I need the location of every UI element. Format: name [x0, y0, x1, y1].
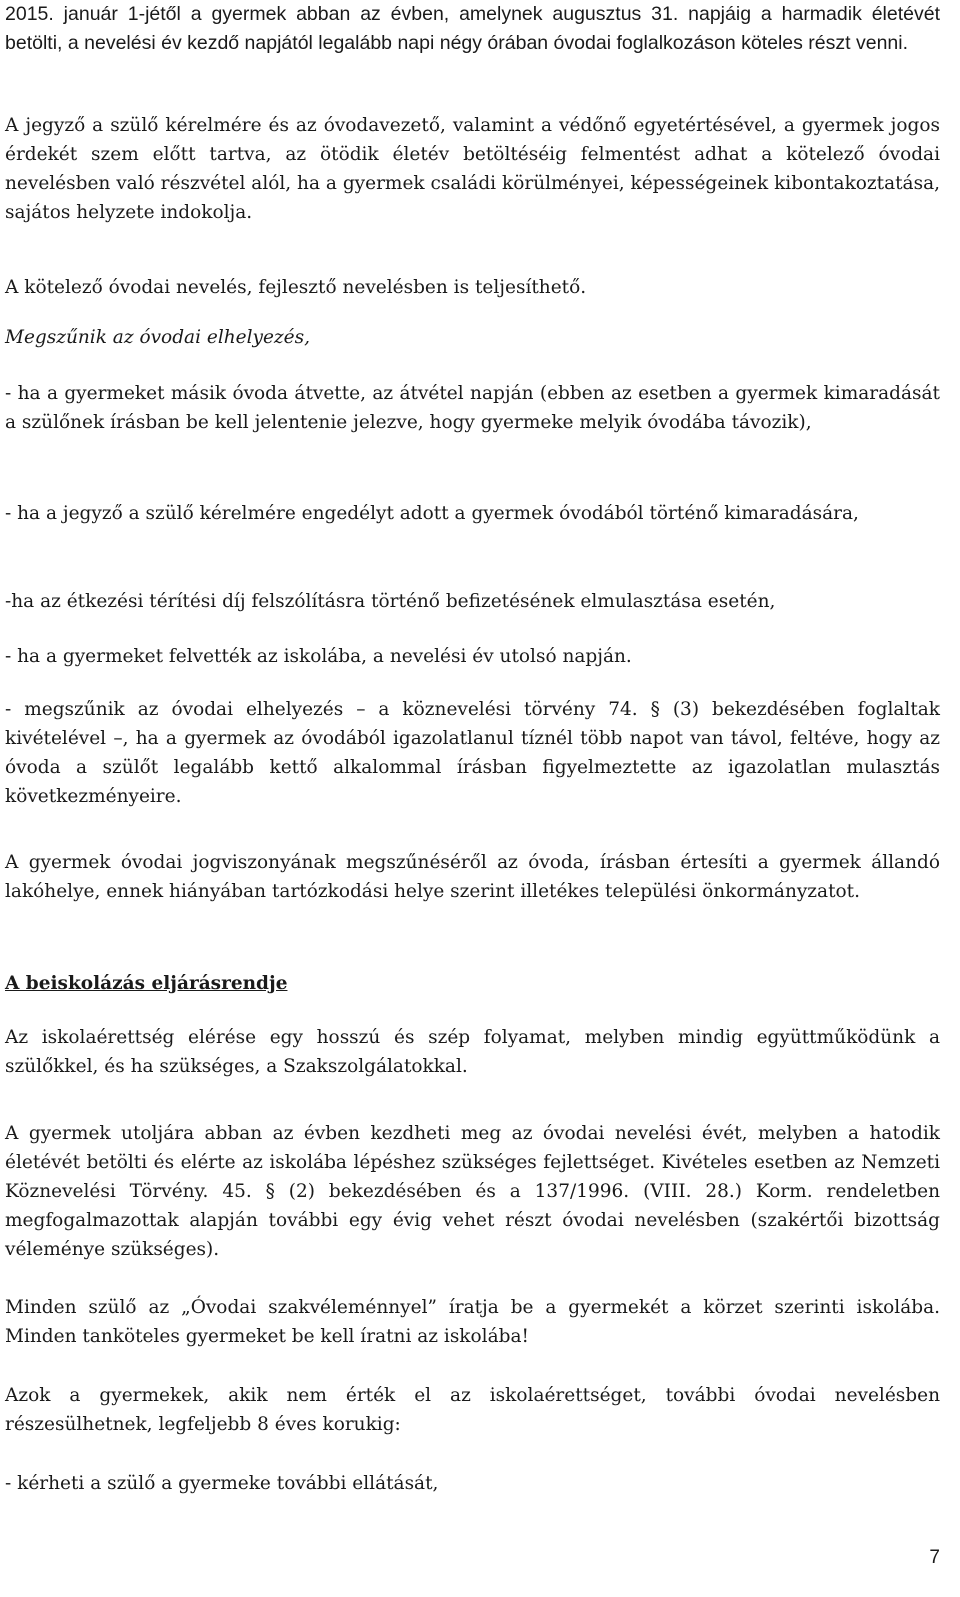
paragraph-school-readiness: Az iskolaérettség elérése egy hosszú és szép folyamat, melyben mindig együttműködünk a szülőkkel, és ha szükséges, a Szakszolgálatokkal.: [5, 1027, 940, 1077]
list-item-transfer: - ha a gyermeket másik óvoda átvette, az átvétel napján (ebben az esetben a gyermek kimaradását a szülőnek írásban be kell jelentenie jelezve, hogy gyermeke melyik óvodába távozik),: [5, 383, 940, 433]
section-heading: A beiskolázás eljárásrendje: [5, 973, 288, 994]
page-number: 7: [929, 1547, 940, 1568]
paragraph-development: A kötelező óvodai nevelés, fejlesztő nevelésben is teljesíthető.: [5, 277, 587, 298]
list-item-school-admission: - ha a gyermeket felvették az iskolába, a nevelési év utolsó napján.: [5, 646, 632, 667]
paragraph-exemption: A jegyző a szülő kérelmére és az óvodavezető, valamint a védőnő egyetértésével, a gyermek jogos érdekét szem előtt tartva, az ötödik életév betöltéséig felmentést adhat a kötelező óvodai nevelésben való részvétel alól, ha a gyermek családi körülményei, képességeinek kibontakoztatása, sajátos helyzete indokolja.: [5, 115, 940, 223]
list-item-clerk-permit: - ha a jegyző a szülő kérelmére engedélyt adott a gyermek óvodából történő kimaradására,: [5, 503, 859, 524]
paragraph-kindergarten-obligation: 2015. január 1-jétől a gyermek abban az évben, amelynek augusztus 31. napjáig a harmadik életévét betölti, a nevelési év kezdő napjától legalább napi négy órában óvodai foglalkozáson köteles részt venni.: [5, 3, 940, 54]
paragraph-not-ready: Azok a gyermekek, akik nem érték el az iskolaérettséget, további óvodai nevelésben részesülhetnek, legfeljebb 8 éves korukig:: [5, 1385, 940, 1435]
list-item-meal-fee: -ha az étkezési térítési díj felszólításra történő befizetésének elmulasztása esetén,: [5, 591, 776, 612]
paragraph-last-year: A gyermek utoljára abban az évben kezdheti meg az óvodai nevelési évét, melyben a hatodik életévét betölti és elérte az iskolába lépéshez szükséges fejlettséget. Kivételes esetben az Nemzeti Köznevelési Törvény. 45. § (2) bekezdésében és a 137/1996. (VIII. 28.) Korm. rendeletben megfogalmazottak alapján további egy évig vehet részt óvodai nevelésben (szakértői bizottság véleménye szükséges).: [5, 1123, 940, 1260]
list-item-parent-request: - kérheti a szülő a gyermeke további ellátását,: [5, 1473, 439, 1494]
paragraph-termination-intro: Megszűnik az óvodai elhelyezés,: [5, 327, 310, 348]
list-item-absence: - megszűnik az óvodai elhelyezés – a köznevelési törvény 74. § (3) bekezdésében foglaltak kivételével –, ha a gyermek az óvodából igazolatlanul tíznél több napot van távol, feltéve, hogy az óvoda a szülőt legalább kettő alkalommal írásban figyelmeztette az igazolatlan mulasztás következményeire.: [5, 699, 940, 807]
paragraph-notification: A gyermek óvodai jogviszonyának megszűnéséről az óvoda, írásban értesíti a gyermek állandó lakóhelye, ennek hiányában tartózkodási helye szerint illetékes települési önkormányzatot.: [5, 852, 940, 902]
paragraph-enrollment: Minden szülő az „Óvodai szakvéleménnyel” íratja be a gyermekét a körzet szerinti iskolába. Minden tanköteles gyermeket be kell íratni az iskolába!: [5, 1297, 940, 1347]
